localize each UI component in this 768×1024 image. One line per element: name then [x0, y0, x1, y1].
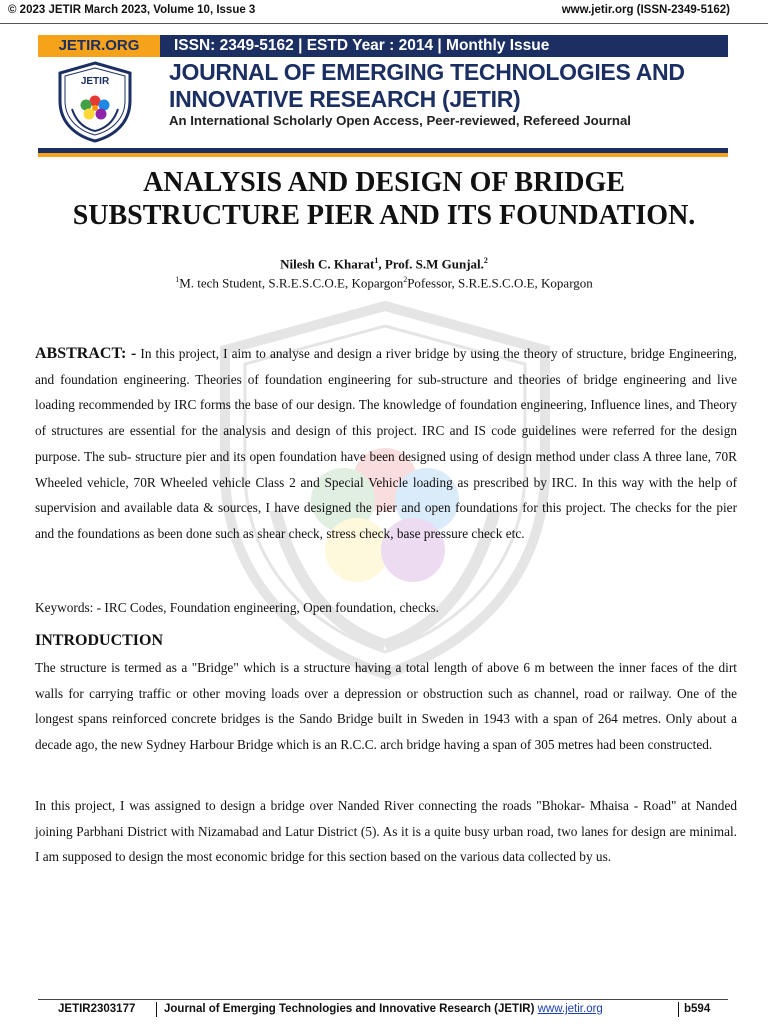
copyright-line: © 2023 JETIR March 2023, Volume 10, Issue 3 [8, 4, 256, 16]
abstract-text: In this project, I aim to analyse and design a river bridge by using the theory of structure, bridge Engineering, and foundation engineering. Theories of foundation engineering for sub-structure and theories of bridge engineering and live loading recommended by IRC forms the base of our design. The knowledge of foundation engineering, Influence lines, and Theory of structures are essential for the analysis and design of this project. IRC and IS code guidelines were referred for the design purpose. The sub- structure pier and its open foundation have been designed using of design method under class A three lane, 70R Wheeled vehicle, 70R Wheeled vehicle Class 2 and Special Vehicle loading as prescribed by IRC. In this way with the help of supervision and available data & sources, I have designed the pier and open foundations for this project. The checks for the pier and the foundations as been done such as shear check, stress check, base pressure check etc. [35, 346, 737, 541]
header-divider [0, 23, 768, 24]
affiliation-line [0, 275, 768, 291]
banner-issn-line: ISSN: 2349-5162 | ESTD Year : 2014 | Monthly Issue [174, 37, 550, 54]
jetir-logo-icon [56, 61, 134, 143]
banner-site-label: JETIR.ORG [58, 37, 140, 54]
author-1-sup: 1 [374, 256, 379, 265]
journal-tagline: An International Scholarly Open Access, Peer-reviewed, Refereed Journal [169, 113, 631, 128]
paper-id: JETIR2303177 [58, 1003, 136, 1015]
logo-text: JETIR [80, 76, 110, 87]
author-2-sup: 2 [483, 256, 488, 265]
website-issn: www.jetir.org (ISSN-2349-5162) [561, 4, 730, 16]
footer-site-link[interactable]: www.jetir.org [537, 1003, 603, 1015]
intro-paragraph-2: In this project, I was assigned to design a bridge over Nanded River connecting the roads "Bhokar- Mhaisa - Road" at Nanded joining Parbhani District with Nizamabad and Latur District (5). As it is a quite busy urban road, two lanes for design are minimal. I am supposed to design the most economic bridge for this section based on the various data collected by us. [35, 798, 737, 865]
affiliation-2: Pofessor, S.R.E.S.C.O.E, Kopargon [407, 275, 593, 291]
journal-banner [38, 35, 728, 158]
paper-title-line1: ANALYSIS AND DESIGN OF BRIDGE [143, 167, 625, 198]
page-footer [58, 1003, 718, 1019]
paper-title [20, 166, 748, 232]
intro-heading: INTRODUCTION [35, 632, 164, 649]
journal-name-line1: JOURNAL OF EMERGING TECHNOLOGIES AND [169, 59, 685, 85]
affil-1-sup: 1 [175, 275, 180, 284]
footer-separator [156, 1002, 157, 1017]
intro-paragraph-1: The structure is termed as a "Bridge" which is a structure having a total length of above 6 m between the inner faces of the dirt walls for carrying traffic or other moving loads over a depression or obstruction such as channel, road or railway. One of the longest spans reinforced concrete bridges is the Sando Bridge built in Sweden in 1943 with a span of 264 metres. Only about a decade ago, the new Sydney Harbour Bridge which is an R.C.C. arch bridge having a span of 305 metres had been constructed. [35, 660, 737, 753]
affil-2-sup: 2 [403, 275, 408, 284]
page-number: b594 [684, 1003, 711, 1015]
abstract-heading: ABSTRACT: - [35, 345, 137, 362]
journal-name [169, 59, 685, 113]
keywords-line: Keywords: - IRC Codes, Foundation engineering, Open foundation, checks. [35, 600, 440, 615]
footer-journal [164, 1003, 603, 1015]
abstract-block [35, 341, 737, 547]
banner-rule-orange [38, 153, 728, 157]
author-2: Prof. S.M Gunjal. [384, 256, 484, 272]
author-separator: , [378, 256, 385, 272]
paper-title-line2: SUBSTRUCTURE PIER AND ITS FOUNDATION. [72, 200, 696, 231]
running-header [8, 4, 730, 22]
journal-name-line2: INNOVATIVE RESEARCH (JETIR) [169, 86, 521, 112]
footer-journal-name: Journal of Emerging Technologies and Innovative Research (JETIR) [164, 1003, 538, 1015]
affiliation-1: M. tech Student, S.R.E.S.C.O.E, Kopargon [179, 275, 404, 291]
author-1: Nilesh C. Kharat [280, 256, 375, 272]
author-line [0, 256, 768, 272]
footer-separator-2 [678, 1002, 679, 1017]
footer-divider [38, 999, 728, 1000]
